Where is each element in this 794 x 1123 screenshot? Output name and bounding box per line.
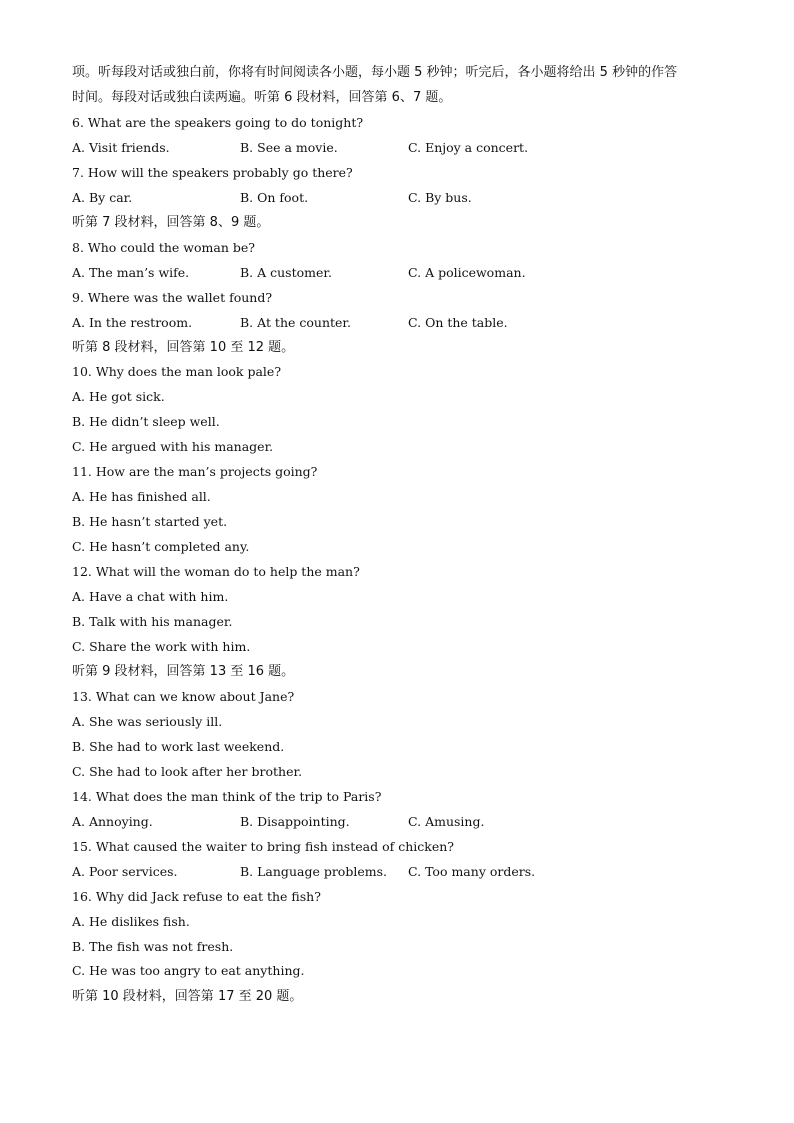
q8-option-c: C. A policewoman.	[408, 265, 526, 280]
q9-option-c: C. On the table.	[408, 315, 508, 330]
section-8-heading: 听第 8 段材料，回答第 10 至 12 题。	[72, 340, 295, 355]
q13-option-a: A. She was seriously ill.	[72, 714, 223, 729]
q15-option-c: C. Too many orders.	[408, 864, 536, 879]
q16-option-b: B. The fish was not fresh.	[72, 939, 234, 954]
q7-option-b: B. On foot.	[240, 190, 309, 205]
q14-option-b: B. Disappointing.	[240, 814, 350, 829]
q11-option-a: A. He has finished all.	[72, 489, 211, 504]
question-15: 15. What caused the waiter to bring fish instead of chicken?	[72, 839, 454, 854]
intro-line-1: 项。听每段对话或独白前，你将有时间阅读各小题，每小题 5 秒钟；听完后，各小题将给出 5 秒钟的作答	[72, 65, 678, 80]
q7-option-a: A. By car.	[72, 190, 133, 205]
intro-line-2: 时间。每段对话或独白读两遍。听第 6 段材料，回答第 6、7 题。	[72, 90, 452, 105]
section-10-heading: 听第 10 段材料，回答第 17 至 20 题。	[72, 989, 303, 1004]
q6-option-a: A. Visit friends.	[72, 140, 170, 155]
q15-option-b: B. Language problems.	[240, 864, 387, 879]
section-9-heading: 听第 9 段材料，回答第 13 至 16 题。	[72, 664, 295, 679]
q11-option-c: C. He hasn’t completed any.	[72, 539, 250, 554]
question-6: 6. What are the speakers going to do tonight?	[72, 115, 364, 130]
q12-option-b: B. Talk with his manager.	[72, 614, 233, 629]
q15-option-a: A. Poor services.	[72, 864, 178, 879]
q10-option-a: A. He got sick.	[72, 389, 165, 404]
q12-option-c: C. Share the work with him.	[72, 639, 251, 654]
q10-option-c: C. He argued with his manager.	[72, 439, 274, 454]
question-10: 10. Why does the man look pale?	[72, 364, 282, 379]
q7-option-c: C. By bus.	[408, 190, 472, 205]
q16-option-a: A. He dislikes fish.	[72, 914, 190, 929]
q16-option-c: C. He was too angry to eat anything.	[72, 963, 305, 978]
q13-option-c: C. She had to look after her brother.	[72, 764, 303, 779]
section-7-heading: 听第 7 段材料，回答第 8、9 题。	[72, 215, 270, 230]
question-7: 7. How will the speakers probably go there?	[72, 165, 353, 180]
q14-option-c: C. Amusing.	[408, 814, 485, 829]
q8-option-b: B. A customer.	[240, 265, 332, 280]
q9-option-a: A. In the restroom.	[72, 315, 193, 330]
question-14: 14. What does the man think of the trip to Paris?	[72, 789, 382, 804]
question-9: 9. Where was the wallet found?	[72, 290, 273, 305]
q14-option-a: A. Annoying.	[72, 814, 153, 829]
question-12: 12. What will the woman do to help the man?	[72, 564, 360, 579]
question-11: 11. How are the man’s projects going?	[72, 464, 318, 479]
q8-option-a: A. The man’s wife.	[72, 265, 190, 280]
q9-option-b: B. At the counter.	[240, 315, 352, 330]
q6-option-b: B. See a movie.	[240, 140, 338, 155]
question-8: 8. Who could the woman be?	[72, 240, 255, 255]
q13-option-b: B. She had to work last weekend.	[72, 739, 285, 754]
q12-option-a: A. Have a chat with him.	[72, 589, 229, 604]
q6-option-c: C. Enjoy a concert.	[408, 140, 529, 155]
question-13: 13. What can we know about Jane?	[72, 689, 295, 704]
q10-option-b: B. He didn’t sleep well.	[72, 414, 220, 429]
q11-option-b: B. He hasn’t started yet.	[72, 514, 228, 529]
question-16: 16. Why did Jack refuse to eat the fish?	[72, 889, 321, 904]
